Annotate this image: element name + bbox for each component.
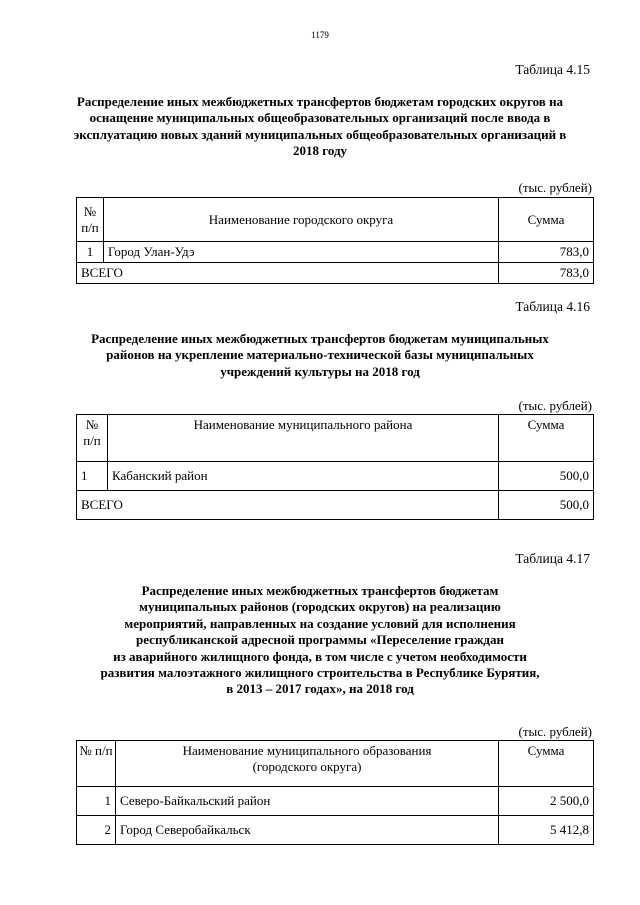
table-4-17-title: [50, 583, 590, 698]
table-4-17: [76, 740, 594, 845]
table-4-15-units: (тыс. рублей): [518, 180, 592, 195]
num-header: № п/п: [77, 741, 116, 787]
table-header-row: [77, 741, 594, 787]
title-line: Распределение иных межбюджетных трансфертов бюджетам: [141, 583, 499, 598]
table-4-16-title: Распределение иных межбюджетных трансфертов бюджетам муниципальных районов на укрепление материально-технической базы муниципальных учреждений культуры на 2018 год: [91, 331, 549, 379]
row-sum: 783,0: [499, 242, 594, 263]
table-4-17-units: (тыс. рублей): [518, 724, 592, 739]
total-sum: 500,0: [499, 491, 594, 520]
row-name: Город Северобайкальск: [116, 816, 499, 845]
table-4-16-label: Таблица 4.16: [515, 299, 590, 314]
name-header: Наименование муниципального района: [108, 415, 499, 462]
row-num: 1: [77, 242, 104, 263]
table-4-15-title: Распределение иных межбюджетных трансфертов бюджетам городских округов на оснащение муниципальных общеобразовательных организаций после ввода в эксплуатацию новых зданий муниципальных общеобразовательных организаций в 2018 году: [73, 94, 567, 159]
num-header: № п/п: [77, 198, 104, 242]
table-4-17-label: Таблица 4.17: [515, 551, 590, 566]
total-row: [77, 263, 594, 284]
row-name: Северо-Байкальский район: [116, 787, 499, 816]
table-row: [77, 816, 594, 845]
row-name: Город Улан-Удэ: [104, 242, 499, 263]
title-line: мероприятий, направленных на создание условий для исполнения: [124, 615, 516, 631]
row-num: 2: [77, 816, 116, 845]
sum-header: Сумма: [499, 415, 594, 462]
page-number: 1179: [311, 30, 329, 40]
total-label: ВСЕГО: [77, 263, 499, 284]
table-header-row: [77, 415, 594, 462]
total-sum: 783,0: [499, 263, 594, 284]
title-line: муниципальных районов (городских округов) на реализацию: [139, 599, 501, 615]
total-row: [77, 491, 594, 520]
table-row: [77, 242, 594, 263]
sum-header: Сумма: [499, 741, 594, 787]
sum-header: Сумма: [499, 198, 594, 242]
row-sum: 2 500,0: [499, 787, 594, 816]
title-line: развития малоэтажного жилищного строительства в Республике Бурятия,: [100, 665, 540, 681]
num-header: № п/п: [77, 415, 108, 462]
total-label: ВСЕГО: [77, 491, 499, 520]
row-num: 1: [77, 787, 116, 816]
row-name: Кабанский район: [108, 462, 499, 491]
table-header-row: [77, 198, 594, 242]
title-line: из аварийного жилищного фонда, в том числе с учетом необходимости: [113, 648, 527, 664]
title-line: республиканской адресной программы «Переселение граждан: [136, 632, 504, 648]
table-4-15: [76, 197, 594, 284]
row-sum: 500,0: [499, 462, 594, 491]
table-4-16-units: (тыс. рублей): [518, 398, 592, 413]
table-row: [77, 462, 594, 491]
table-4-16: [76, 414, 594, 520]
title-line: в 2013 – 2017 годах», на 2018 год: [226, 681, 414, 697]
table-4-15-label: Таблица 4.15: [515, 62, 590, 77]
row-num: 1: [77, 462, 108, 491]
name-header: Наименование муниципального образования (городского округа): [116, 741, 499, 787]
name-header: Наименование городского округа: [104, 198, 499, 242]
table-row: [77, 787, 594, 816]
row-sum: 5 412,8: [499, 816, 594, 845]
